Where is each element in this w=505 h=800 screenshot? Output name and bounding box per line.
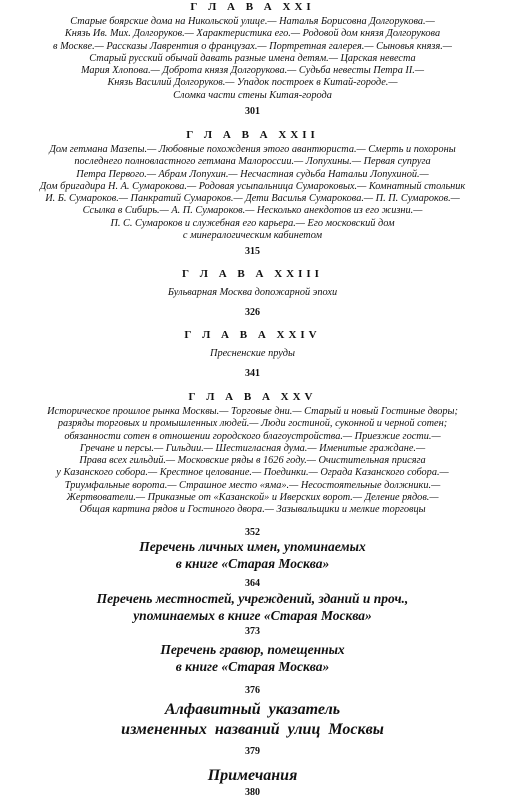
summary-line: Петра Первого.— Абрам Лопухин.— Несчастная судьба Натальи Лопухиной.— [76,168,429,180]
summary-line: Ссылка в Сибирь.— А. П. Сумароков.— Несколько анекдотов из его жизни.— [82,205,423,217]
index-title-line: упоминаемых в книге «Старая Москва» [133,608,372,623]
index-title-line: измененных названий улиц Москвы [121,721,384,738]
summary-line: Старые боярские дома на Никольской улице.— Наталья Борисовна Долгорукова.— [70,16,435,27]
chapter-title: Г Л А В А XXI [190,1,315,13]
chapter-title: Г Л А В А XXV [188,391,317,403]
summary-line: у Казанского собора.— Крестное целование.— Поединки.— Ограда Казанского собора.— [56,467,449,479]
chapter-xxiv [0,328,505,380]
index-title-line: Алфавитный указатель [164,701,341,718]
index-title-line: Перечень местностей, учреждений, зданий и проч., [96,591,409,606]
summary-line: разряды торговых и промышленных людей.— Люди гостиной, суконной и черной сотен; [57,418,448,430]
summary-line: Сломка части стены Китая-города [173,89,332,101]
chapter-summary [6,406,499,517]
page-number: 315 [245,246,260,258]
page-number: 352 [245,526,260,538]
chapter-summary [6,144,499,242]
notes [0,766,505,799]
summary-line: Дом бригадира Н. А. Сумарокова.— Родовая усыпальница Сумароковых.— Комнатный стольник [39,180,466,192]
page-number: 326 [245,307,260,319]
index-title-line: Перечень личных имен, упоминаемых [139,539,366,554]
page-number: 341 [245,368,260,380]
index-names [0,538,505,590]
summary-line: П. С. Сумароков и служебная его карьера.— Его московский дом [110,217,395,229]
summary-line: Общая картина рядов и Гостиного двора.— Зазывальщики и мелкие торговцы [79,504,426,516]
summary-line: Триумфальные ворота.— Страшное место «яма».— Несостоятельные должники.— [64,479,441,491]
summary-line: Жертвователи.— Приказные от «Казанской» и Иверских ворот.— Деление рядов.— [66,492,439,504]
chapter-summary [6,287,499,299]
page-number: 380 [245,787,260,798]
summary-line: с минералогическим кабинетом [182,230,323,242]
chapter-summary [6,348,499,360]
summary-line: Дом гетмана Мазепы.— Любовные похождения этого авантюриста.— Смерть и похороны [49,144,456,155]
summary-line: последнего полновластного гетмана Малороссии.— Лопухины.— Первая супруга [74,156,431,168]
index-title-line: в книге «Старая Москва» [175,659,330,674]
summary-line: И. Б. Сумароков.— Панкратий Сумароков.— Дети Василья Сумарокова.— П. П. Сумароков.— [45,193,460,205]
summary-line: в Москве.— Рассказы Лаврентия о французах.— Портретная галерея.— Сыновья князя.— [53,40,452,52]
chapter-title: Г Л А В А XXIII [182,268,323,280]
chapter-xxiii [0,267,505,319]
summary-line: Князь Василий Долгоруков.— Упадок построек в Китай-городе.— [107,77,398,89]
chapter-xxii [0,128,505,258]
summary-line: Старый русский обычай давать разные имена детям.— Царская невеста [89,52,416,64]
page-number: 376 [245,685,260,696]
page-number: 364 [245,578,260,589]
index-places [0,590,505,638]
page-number: 379 [245,746,260,757]
summary-line: Права всех гильдий.— Московские ряды в 1626 году.— Очистительная присяга [79,455,426,467]
chapter-xxv [0,390,505,539]
page-number: 373 [245,626,260,637]
page-number: 301 [245,106,260,118]
summary-line: Пресненские пруды [210,348,295,359]
chapter-title: Г Л А В А XXIV [184,329,321,341]
chapter-summary [6,16,499,102]
summary-line: Князь Ив. Мих. Долгоруков.— Характеристика его.— Родовой дом князя Долгорукова [64,28,441,40]
index-title-line: в книге «Старая Москва» [175,556,330,571]
summary-line: Историческое прошлое рынка Москвы.— Торговые дни.— Старый и новый Гостиные дворы; [47,406,458,417]
notes-title: Примечания [207,767,298,784]
chapter-title: Г Л А В А XXII [186,129,319,141]
summary-line: Мария Хлопова.— Доброта князя Долгорукова.— Судьба невесты Петра II.— [80,65,425,77]
index-engravings [0,641,505,697]
summary-line: Бульварная Москва допожарной эпохи [167,287,338,298]
chapter-xxi [0,0,505,118]
summary-line: Гречане и персы.— Гильдии.— Шестигласная дума.— Именитые граждане.— [79,442,426,454]
index-title-line: Перечень гравюр, помещенных [160,642,345,657]
summary-line: обязанности сотен в отношении городского благоустройства.— Приезжие гости.— [64,430,441,442]
index-streets [0,700,505,758]
